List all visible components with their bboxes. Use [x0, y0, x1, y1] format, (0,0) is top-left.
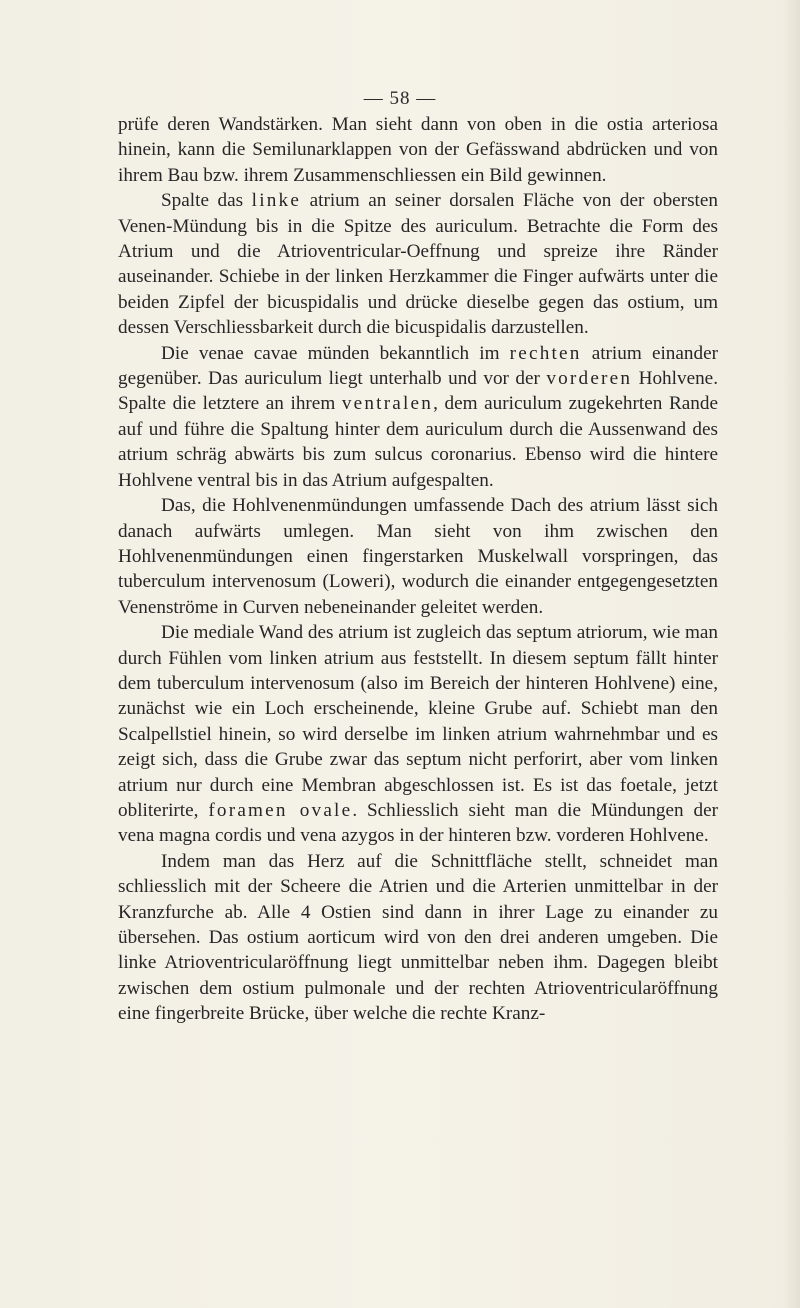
- spaced-emphasis: vorderen: [546, 368, 633, 390]
- spaced-emphasis: rechten: [509, 342, 582, 364]
- body-text: [118, 112, 718, 1027]
- spaced-emphasis: ventralen: [341, 393, 434, 415]
- spaced-emphasis: foramen ovale: [208, 799, 353, 821]
- paragraph: prüfe deren Wandstärken. Man sieht dann von oben in die ostia arteriosa hinein, kann die Semilunarklappen von der Gefässwand abdrücken und von ihrem Bau bzw. ihrem Zusammenschliessen ein Bild gewinnen.: [118, 114, 718, 186]
- paragraph: Indem man das Herz auf die Schnittfläche stellt, schneidet man schliesslich mit der Scheere die Atrien und die Arterien unmittelbar in der Kranzfurche ab. Alle 4 Ostien sind dann in ihrer Lage zu einander zu übersehen. Das ostium aorticum wird von den drei anderen umgeben. Die linke Atrioventricularöffnung liegt unmittelbar neben ihm. Dagegen bleibt zwischen dem ostium pulmonale und der rechten Atrioventricularöffnung eine fingerbreite Brücke, über welche die rechte Kranz-: [118, 850, 718, 1025]
- paragraph: Spalte das linke atrium an seiner dorsalen Fläche von der obersten Venen-Mündung bis in die Spitze des auriculum. Betrachte die Form des Atrium und die Atrioventricular-Oeffnung und spreize ihre Ränder auseinander. Schiebe in der linken Herzkammer die Finger aufwärts unter die beiden Zipfel der bicuspidalis und drücke dieselbe gegen das ostium, um dessen Verschliessbarkeit durch die bicuspidalis darzustellen.: [118, 190, 718, 339]
- spaced-emphasis: linke: [251, 190, 302, 212]
- page-number: — 58 —: [363, 88, 437, 109]
- paragraph: Die venae cavae münden bekanntlich im rechten atrium einander gegenüber. Das auriculum liegt unterhalb und vor der vorderen Hohlvene. Spalte die letztere an ihrem ventralen, dem auriculum zugekehrten Rande auf und führe die Spaltung hinter dem auriculum durch die Aussenwand des atrium schräg abwärts bis zum sulcus coronarius. Ebenso wird die hintere Hohlvene ventral bis in das Atrium aufgespalten.: [118, 342, 718, 491]
- paragraph: Das, die Hohlvenenmündungen umfassende Dach des atrium lässt sich danach aufwärts umlegen. Man sieht von ihm zwischen den Hohlvenenmündungen einen fingerstarken Muskelwall vorspringen, das tuberculum intervenosum (Loweri), wodurch die einander entgegengesetzten Venenströme in Curven nebeneinander geleitet werden.: [118, 495, 718, 618]
- page-edge-shadow: [782, 0, 800, 1308]
- paragraph: Die mediale Wand des atrium ist zugleich das septum atriorum, wie man durch Fühlen vom linken atrium aus feststellt. In diesem septum fällt hinter dem tuberculum intervenosum (also im Bereich der hinteren Hohlvene) eine, zunächst wie ein Loch erscheinende, kleine Grube auf. Schiebt man den Scalpellstiel hinein, so wird derselbe im linken atrium wahrnehmbar und es zeigt sich, dass die Grube zwar das septum nicht perforirt, aber vom linken atrium nur durch eine Membran abgeschlossen ist. Es ist das foetale, jetzt obliterirte, foramen ovale. Schliesslich sieht man die Mündungen der vena magna cordis und vena azygos in der hinteren bzw. vorderen Hohlvene.: [118, 622, 719, 847]
